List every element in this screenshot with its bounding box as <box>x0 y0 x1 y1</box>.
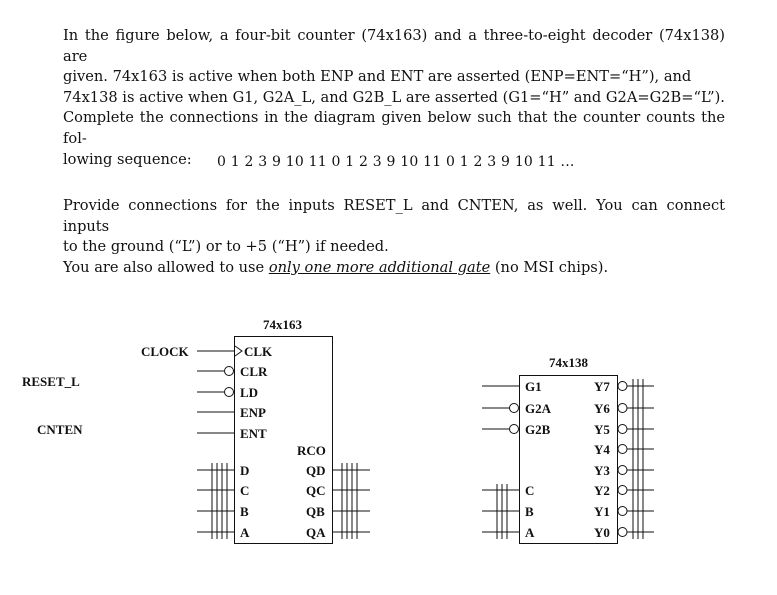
decoder-pin-y4: Y4 <box>594 442 610 457</box>
g2b-bubble <box>510 425 519 434</box>
clk-triangle <box>235 346 242 356</box>
instr-line-2: to the ground (“L”) or to +5 (“H”) if needed. <box>63 238 389 256</box>
decoder-pin-a: A <box>525 525 535 540</box>
clock-label: CLOCK <box>141 344 189 359</box>
decoder-pin-g2b: G2B <box>525 422 551 437</box>
gate-note-prefix: You are also allowed to use <box>63 258 269 276</box>
intro-line-2: given. 74x163 is active when both ENP and ENT are asserted (ENP=ENT=“H”), and <box>63 68 692 86</box>
intro-line-3: 74x138 is active when G1, G2A_L, and G2B_L are asserted (G1=“H” and G2A=G2B=“L”). <box>63 88 725 106</box>
counter-pin-ent: ENT <box>240 426 267 441</box>
decoder-pin-g1: G1 <box>525 379 542 394</box>
counter-pin-enp: ENP <box>240 405 266 420</box>
decoder-pin-y5: Y5 <box>594 422 610 437</box>
counter-pin-d: D <box>240 463 250 478</box>
cnten-label: CNTEN <box>37 422 83 437</box>
ld-bubble <box>225 388 234 397</box>
counter-pin-clk: CLK <box>244 344 273 359</box>
decoder-pin-y1: Y1 <box>594 504 610 519</box>
decoder-pin-b: B <box>525 504 534 519</box>
intro-line-1: In the figure below, a four-bit counter (74x163) and a three-to-eight decoder (74x138) are <box>63 27 725 65</box>
counter-pin-clr: CLR <box>240 364 268 379</box>
counter-pin-b: B <box>240 504 249 519</box>
intro-line-4: Complete the connections in the diagram given below such that the counter counts the fol- <box>63 109 725 147</box>
instr-line-1: Provide connections for the inputs RESET_L and CNTEN, as well. You can connect inputs <box>63 197 725 235</box>
decoder-pin-g2a: G2A <box>525 401 551 416</box>
counter-pin-qa: QA <box>306 525 326 540</box>
counter-pin-rco: RCO <box>297 443 326 458</box>
clr-bubble <box>225 367 234 376</box>
counter-pin-qd: QD <box>306 463 326 478</box>
gate-note-suffix: (no MSI chips). <box>490 258 609 276</box>
counter-title: 74x163 <box>263 317 302 332</box>
decoder-pin-y7: Y7 <box>594 379 610 394</box>
counter-pin-c: C <box>240 483 250 498</box>
decoder-pin-y3: Y3 <box>594 463 610 478</box>
counter-pin-qc: QC <box>306 483 326 498</box>
reset-l-label: RESET_L <box>22 374 80 389</box>
decoder-output-stubs[interactable] <box>627 379 654 539</box>
decoder-pin-y2: Y2 <box>594 483 610 498</box>
decoder-output-bubbles <box>618 382 627 537</box>
counter-pin-a: A <box>240 525 250 540</box>
intro-line-5: lowing sequence: <box>63 150 192 168</box>
counter-pin-ld: LD <box>240 385 259 400</box>
decoder-pin-y0: Y0 <box>594 525 610 540</box>
decoder-pin-c: C <box>525 483 535 498</box>
gate-note-emphasis: only one more additional gate <box>268 258 491 276</box>
counter-pin-qb: QB <box>306 504 325 519</box>
decoder-pin-y6: Y6 <box>594 401 610 416</box>
decoder-title: 74x138 <box>549 355 588 370</box>
g2a-bubble <box>510 404 519 413</box>
count-sequence: 0 1 2 3 9 10 11 0 1 2 3 9 10 11 0 1 2 3 9 10 11 ... <box>217 154 575 170</box>
